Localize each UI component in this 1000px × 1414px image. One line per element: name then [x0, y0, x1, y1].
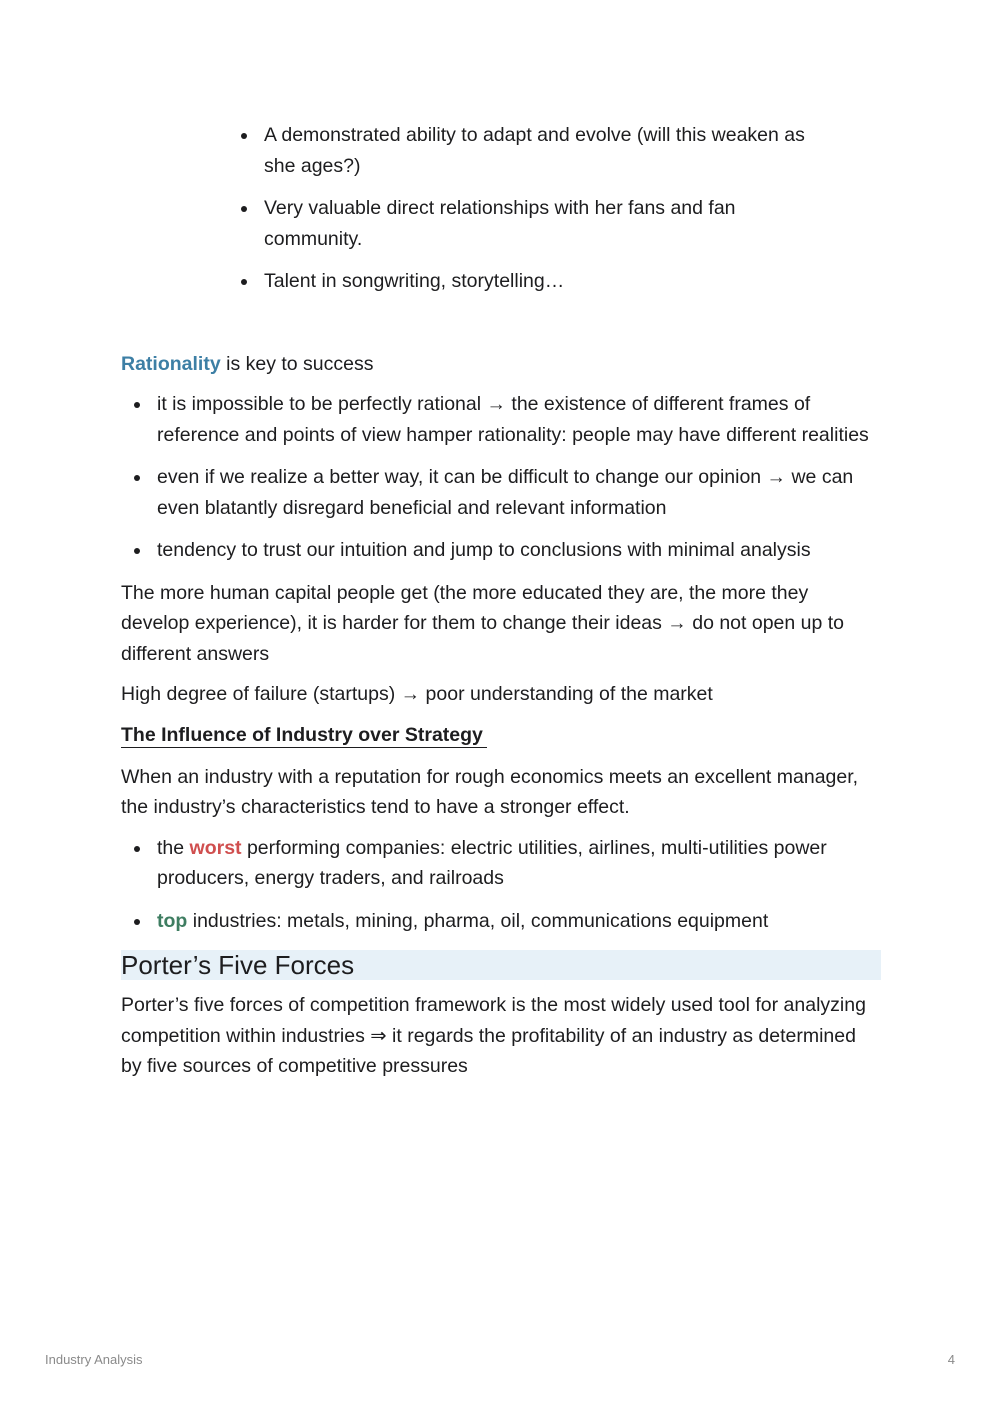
rationality-intro [121, 349, 881, 380]
top-rest: industries: metals, mining, pharma, oil, communications equipment [187, 909, 769, 932]
rationality-list [121, 389, 881, 566]
porter-paragraph: Porter’s five forces of competition framework is the most widely used tool for analyzing competition within industries ⇒ it regards the profitability of an industry as determined by five sources of competitive pressures [121, 994, 866, 1077]
rationality-keyword: Rationality [121, 352, 221, 375]
influence-paragraph: When an industry with a reputation for rough economics meets an excellent manager, the industry’s characteristics tend to have a stronger effect. [121, 765, 859, 818]
strengths-list [228, 120, 838, 297]
top-keyword: top [157, 909, 188, 932]
failure-paragraph: High degree of failure (startups) → poor understanding of the market [121, 683, 713, 705]
list-item: it is impossible to be perfectly rational → the existence of different frames of reference and points of view hamper rationality: people may have different realities [121, 389, 881, 450]
influence-heading-wrap [121, 720, 881, 762]
influence-heading: The Influence of Industry over Strategy [121, 723, 487, 748]
porter-heading: Porter’s Five Forces [121, 950, 881, 980]
worst-rest: performing companies: electric utilities, airlines, multi-utilities power producers, energy traders, and railroads [157, 836, 827, 889]
list-item: tendency to trust our intuition and jump to conclusions with minimal analysis [121, 535, 881, 566]
list-item [121, 833, 881, 894]
industry-list [121, 833, 881, 937]
rationality-rest: is key to success [220, 352, 374, 375]
list-item: Talent in songwriting, storytelling… [228, 266, 838, 297]
worst-prefix: the [157, 836, 190, 859]
list-item: Very valuable direct relationships with her fans and fan community. [228, 193, 838, 254]
footer-title: Industry Analysis [45, 1352, 143, 1367]
human-capital-paragraph: The more human capital people get (the more educated they are, the more they develop experience), it is harder for them to change their ideas → do not open up to different answers [121, 581, 845, 665]
list-item [121, 906, 881, 937]
list-item: even if we realize a better way, it can be difficult to change our opinion → we can even blatantly disregard beneficial and relevant information [121, 462, 881, 523]
list-item: A demonstrated ability to adapt and evolve (will this weaken as she ages?) [228, 120, 838, 181]
page-number: 4 [947, 1352, 955, 1367]
worst-keyword: worst [189, 836, 242, 859]
page-content [121, 120, 881, 1092]
